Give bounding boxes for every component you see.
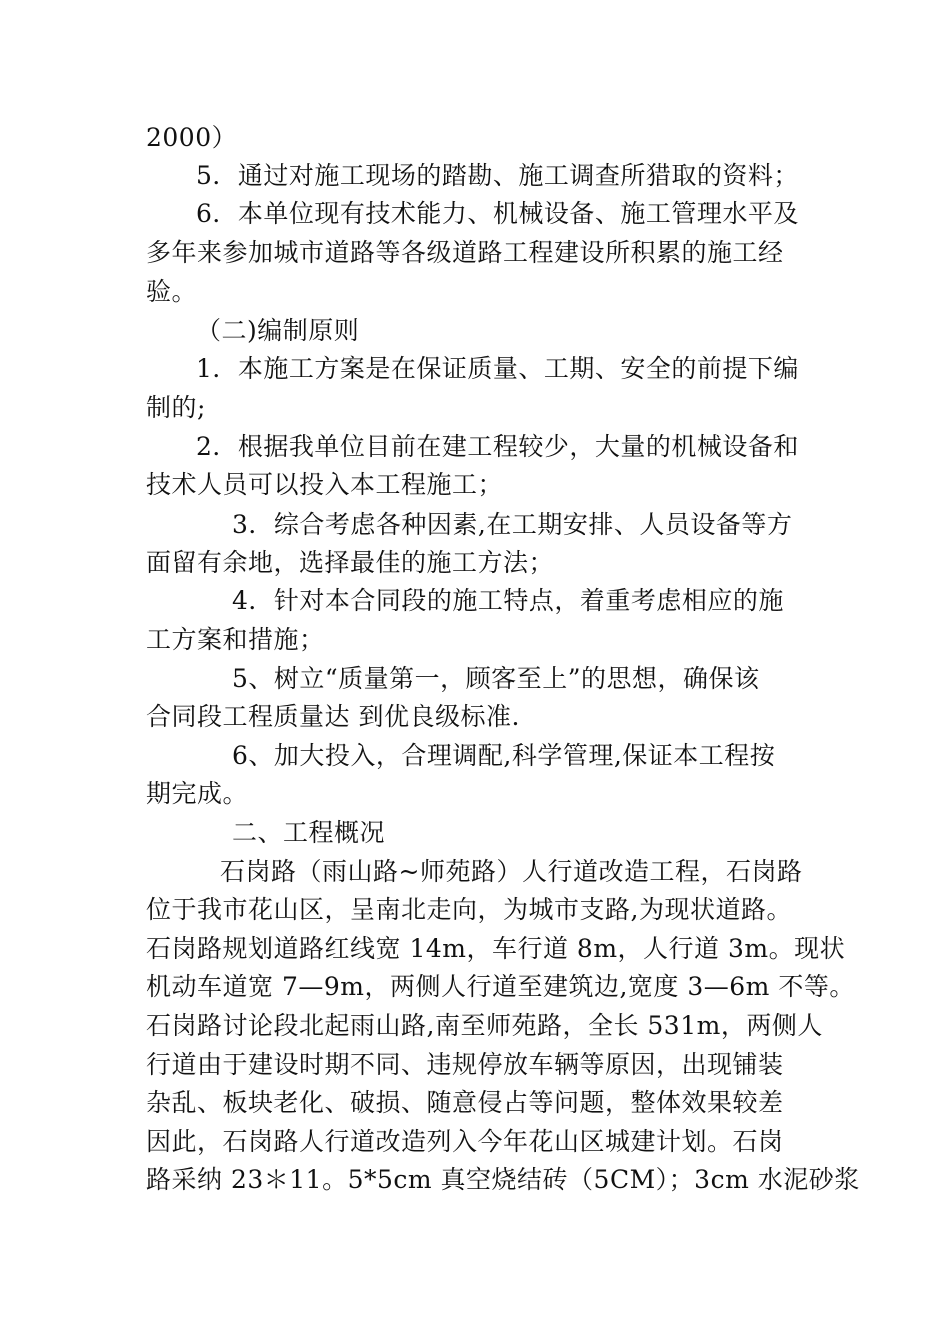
text-line-1: 2000）	[146, 123, 238, 152]
section-heading-principles: （二)编制原则	[196, 316, 360, 345]
text-line-21: 位于我市花山区，呈南北走向，为城市支路,为现状道路。	[146, 895, 792, 924]
text-line-26: 杂乱、板块老化、破损、随意侵占等问题，整体效果较差	[146, 1088, 784, 1117]
text-line-27: 因此，石岗路人行道改造列入今年花山区城建计划。石岗	[146, 1127, 784, 1156]
section-heading-overview: 二、工程概况	[232, 818, 386, 847]
text-line-3: 6．本单位现有技术能力、机械设备、施工管理水平及	[196, 199, 799, 228]
text-line-28: 路采纳 23＊11。5*5cm 真空烧结砖（5CM）；3cm 水泥砂浆	[146, 1165, 860, 1194]
text-line-24: 石岗路讨论段北起雨山路,南至师苑路，全长 531m，两侧人	[146, 1011, 823, 1040]
text-line-7: 1．本施工方案是在保证质量、工期、安全的前提下编	[196, 354, 799, 383]
text-line-15: 5、树立“质量第一，顾客至上”的思想，确保该	[232, 664, 760, 693]
text-line-4: 多年来参加城市道路等各级道路工程建设所积累的施工经	[146, 238, 784, 267]
text-line-11: 3．综合考虑各种因素,在工期安排、人员设备等方	[232, 510, 793, 539]
text-line-20: 石岗路（雨山路~师苑路）人行道改造工程，石岗路	[220, 857, 803, 886]
text-line-10: 技术人员可以投入本工程施工；	[146, 470, 504, 499]
text-line-23: 机动车道宽 7—9m，两侧人行道至建筑边,宽度 3—6m 不等。	[146, 972, 855, 1001]
text-line-9: 2．根据我单位目前在建工程较少，大量的机械设备和	[196, 432, 799, 461]
text-line-25: 行道由于建设时期不同、违规停放车辆等原因，出现铺装	[146, 1050, 784, 1079]
text-line-14: 工方案和措施；	[146, 625, 325, 654]
text-line-22: 石岗路规划道路红线宽 14m，车行道 8m，人行道 3m。现状	[146, 934, 846, 963]
text-line-8: 制的;	[146, 393, 206, 422]
text-line-5: 验。	[146, 277, 198, 306]
text-line-16: 合同段工程质量达 到优良级标准.	[146, 702, 520, 731]
text-line-13: 4．针对本合同段的施工特点，着重考虑相应的施	[232, 586, 784, 615]
text-line-17: 6、加大投入，合理调配,科学管理,保证本工程按	[232, 741, 776, 770]
text-line-12: 面留有余地，选择最佳的施工方法；	[146, 548, 555, 577]
text-line-2: 5．通过对施工现场的踏勘、施工调查所猎取的资料；	[196, 161, 799, 190]
text-line-18: 期完成。	[146, 779, 249, 808]
